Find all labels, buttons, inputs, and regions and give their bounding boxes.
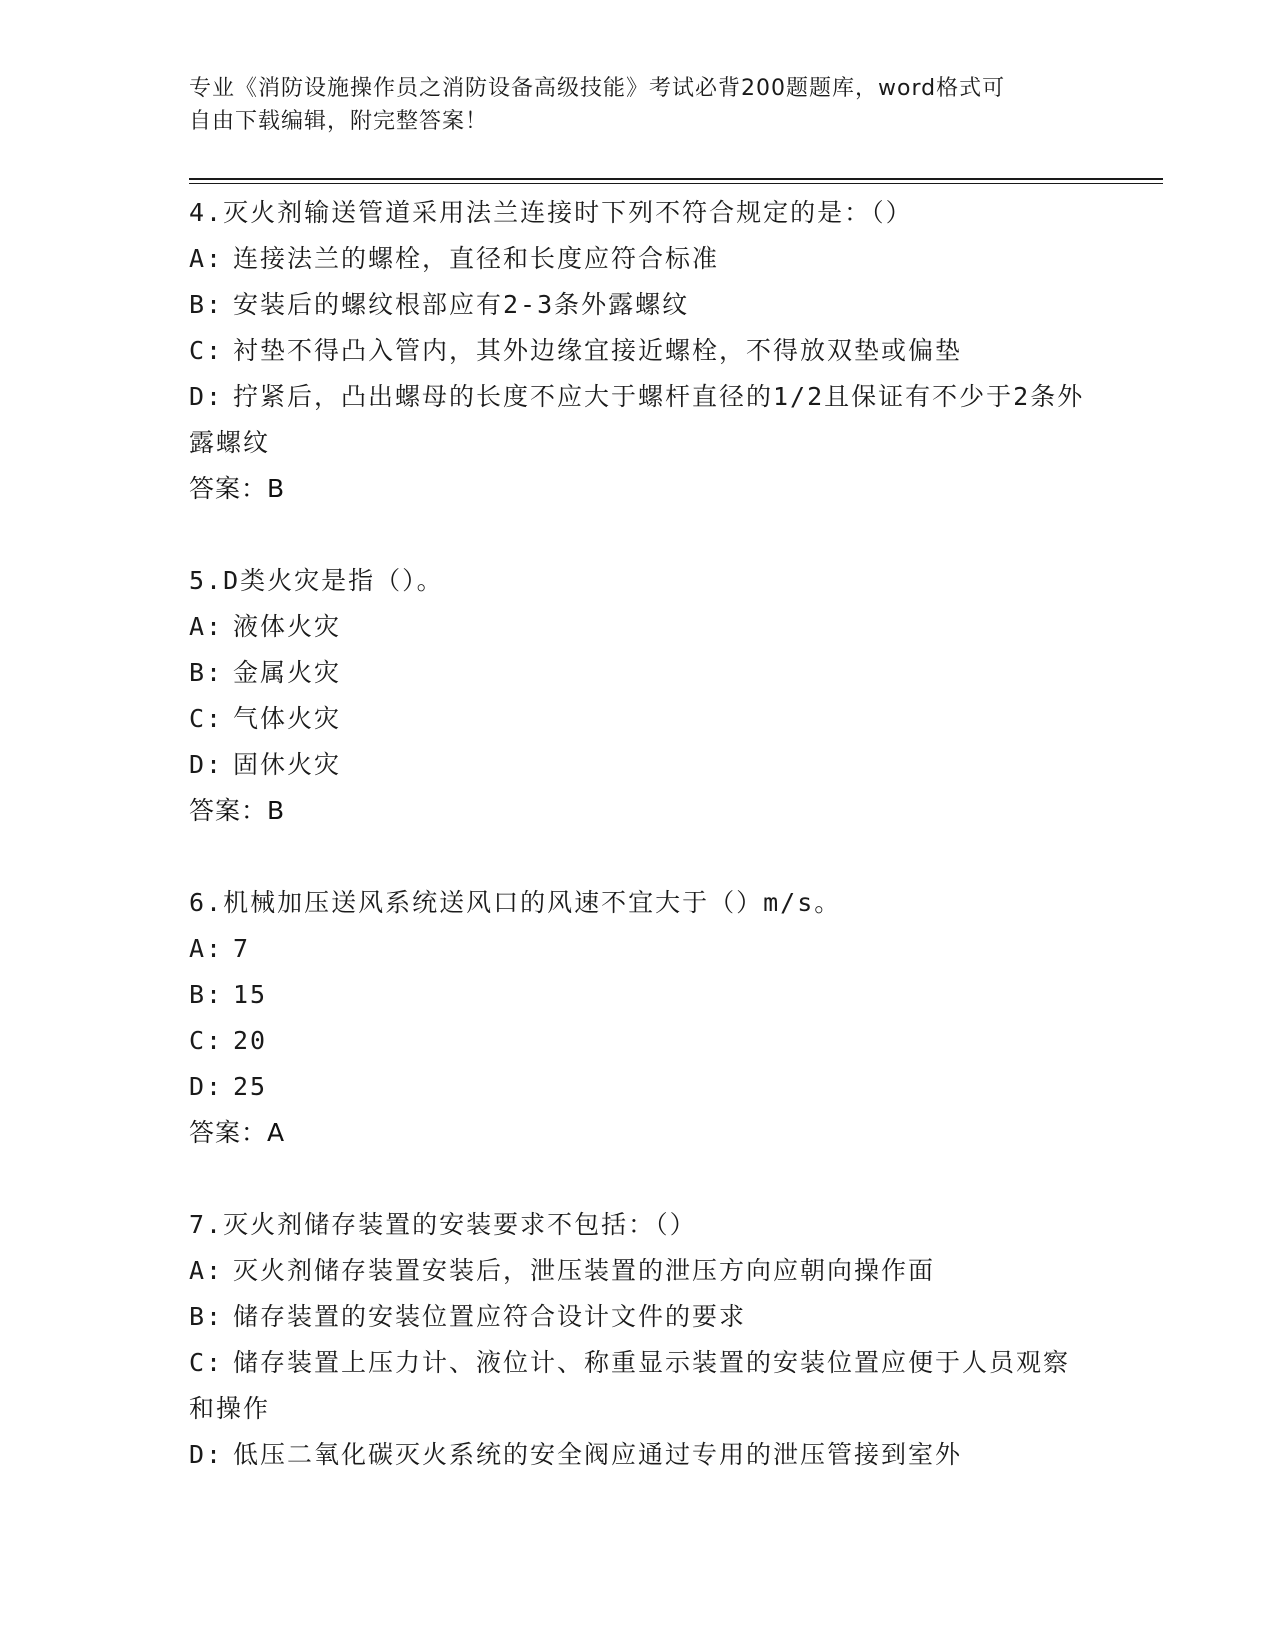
option-letter: C: bbox=[189, 704, 224, 733]
option-letter: B: bbox=[189, 980, 224, 1009]
option-letter: D: bbox=[189, 1072, 224, 1101]
option-letter: C: bbox=[189, 336, 224, 365]
question-7 bbox=[189, 1202, 1089, 1478]
option-text: 液体火灾 bbox=[233, 612, 342, 641]
answer-line: 答案：A bbox=[189, 1118, 286, 1147]
option-text: 安装后的螺纹根部应有2-3条外露螺纹 bbox=[233, 290, 690, 319]
question-stem: 6.机械加压送风系统送风口的风速不宜大于（）m/s。 bbox=[189, 888, 842, 917]
option-b bbox=[189, 282, 1089, 328]
option-c bbox=[189, 696, 1089, 742]
option-letter: B: bbox=[189, 1302, 224, 1331]
document-header bbox=[189, 72, 1089, 138]
question-6 bbox=[189, 880, 1089, 1156]
header-divider-thick bbox=[189, 178, 1163, 180]
option-text: 低压二氧化碳灭火系统的安全阀应通过专用的泄压管接到室外 bbox=[233, 1440, 963, 1469]
option-text: 15 bbox=[233, 980, 268, 1009]
option-letter: A: bbox=[189, 934, 224, 963]
option-b bbox=[189, 972, 1089, 1018]
option-letter: A: bbox=[189, 612, 224, 641]
option-letter: B: bbox=[189, 290, 224, 319]
option-letter: A: bbox=[189, 1256, 224, 1285]
option-letter: D: bbox=[189, 382, 224, 411]
option-text: 气体火灾 bbox=[233, 704, 342, 733]
question-stem: 5.D类火灾是指（）。 bbox=[189, 566, 444, 595]
option-d bbox=[189, 742, 1089, 788]
option-text: 25 bbox=[233, 1072, 268, 1101]
option-letter: D: bbox=[189, 750, 224, 779]
option-letter: C: bbox=[189, 1026, 224, 1055]
option-text: 20 bbox=[233, 1026, 268, 1055]
header-divider-thin bbox=[189, 183, 1163, 184]
option-d bbox=[189, 374, 1089, 466]
option-c bbox=[189, 328, 1089, 374]
question-stem: 4.灭火剂输送管道采用法兰连接时下列不符合规定的是：（） bbox=[189, 198, 913, 227]
option-letter: A: bbox=[189, 244, 224, 273]
option-c bbox=[189, 1018, 1089, 1064]
question-4 bbox=[189, 190, 1089, 512]
option-a bbox=[189, 236, 1089, 282]
header-line-2: 自由下载编辑，附完整答案！ bbox=[189, 109, 489, 134]
option-d bbox=[189, 1064, 1089, 1110]
option-text: 7 bbox=[233, 934, 251, 963]
answer-line: 答案：B bbox=[189, 796, 286, 825]
answer-line: 答案：B bbox=[189, 474, 286, 503]
option-a bbox=[189, 604, 1089, 650]
option-text: 连接法兰的螺栓，直径和长度应符合标准 bbox=[233, 244, 720, 273]
option-text: 储存装置的安装位置应符合设计文件的要求 bbox=[233, 1302, 747, 1331]
option-b bbox=[189, 1294, 1089, 1340]
option-a bbox=[189, 1248, 1089, 1294]
option-d bbox=[189, 1432, 1089, 1478]
option-a bbox=[189, 926, 1089, 972]
question-5 bbox=[189, 558, 1089, 834]
option-c bbox=[189, 1340, 1089, 1432]
option-letter: B: bbox=[189, 658, 224, 687]
option-text: 固休火灾 bbox=[233, 750, 342, 779]
option-text: 灭火剂储存装置安装后，泄压装置的泄压方向应朝向操作面 bbox=[233, 1256, 936, 1285]
option-text: 金属火灾 bbox=[233, 658, 342, 687]
question-stem: 7.灭火剂储存装置的安装要求不包括：（） bbox=[189, 1210, 697, 1239]
option-b bbox=[189, 650, 1089, 696]
option-text: 储存装置上压力计、液位计、称重显示装置的安装位置应便于人员观察和操作 bbox=[189, 1348, 1071, 1423]
header-line-1: 专业《消防设施操作员之消防设备高级技能》考试必背200题题库，word格式可 bbox=[189, 76, 1006, 101]
option-text: 拧紧后，凸出螺母的长度不应大于螺杆直径的1/2且保证有不少于2条外露螺纹 bbox=[189, 382, 1085, 457]
option-text: 衬垫不得凸入管内，其外边缘宜接近螺栓，不得放双垫或偏垫 bbox=[233, 336, 963, 365]
option-letter: C: bbox=[189, 1348, 224, 1377]
option-letter: D: bbox=[189, 1440, 224, 1469]
question-list bbox=[189, 190, 1089, 1524]
